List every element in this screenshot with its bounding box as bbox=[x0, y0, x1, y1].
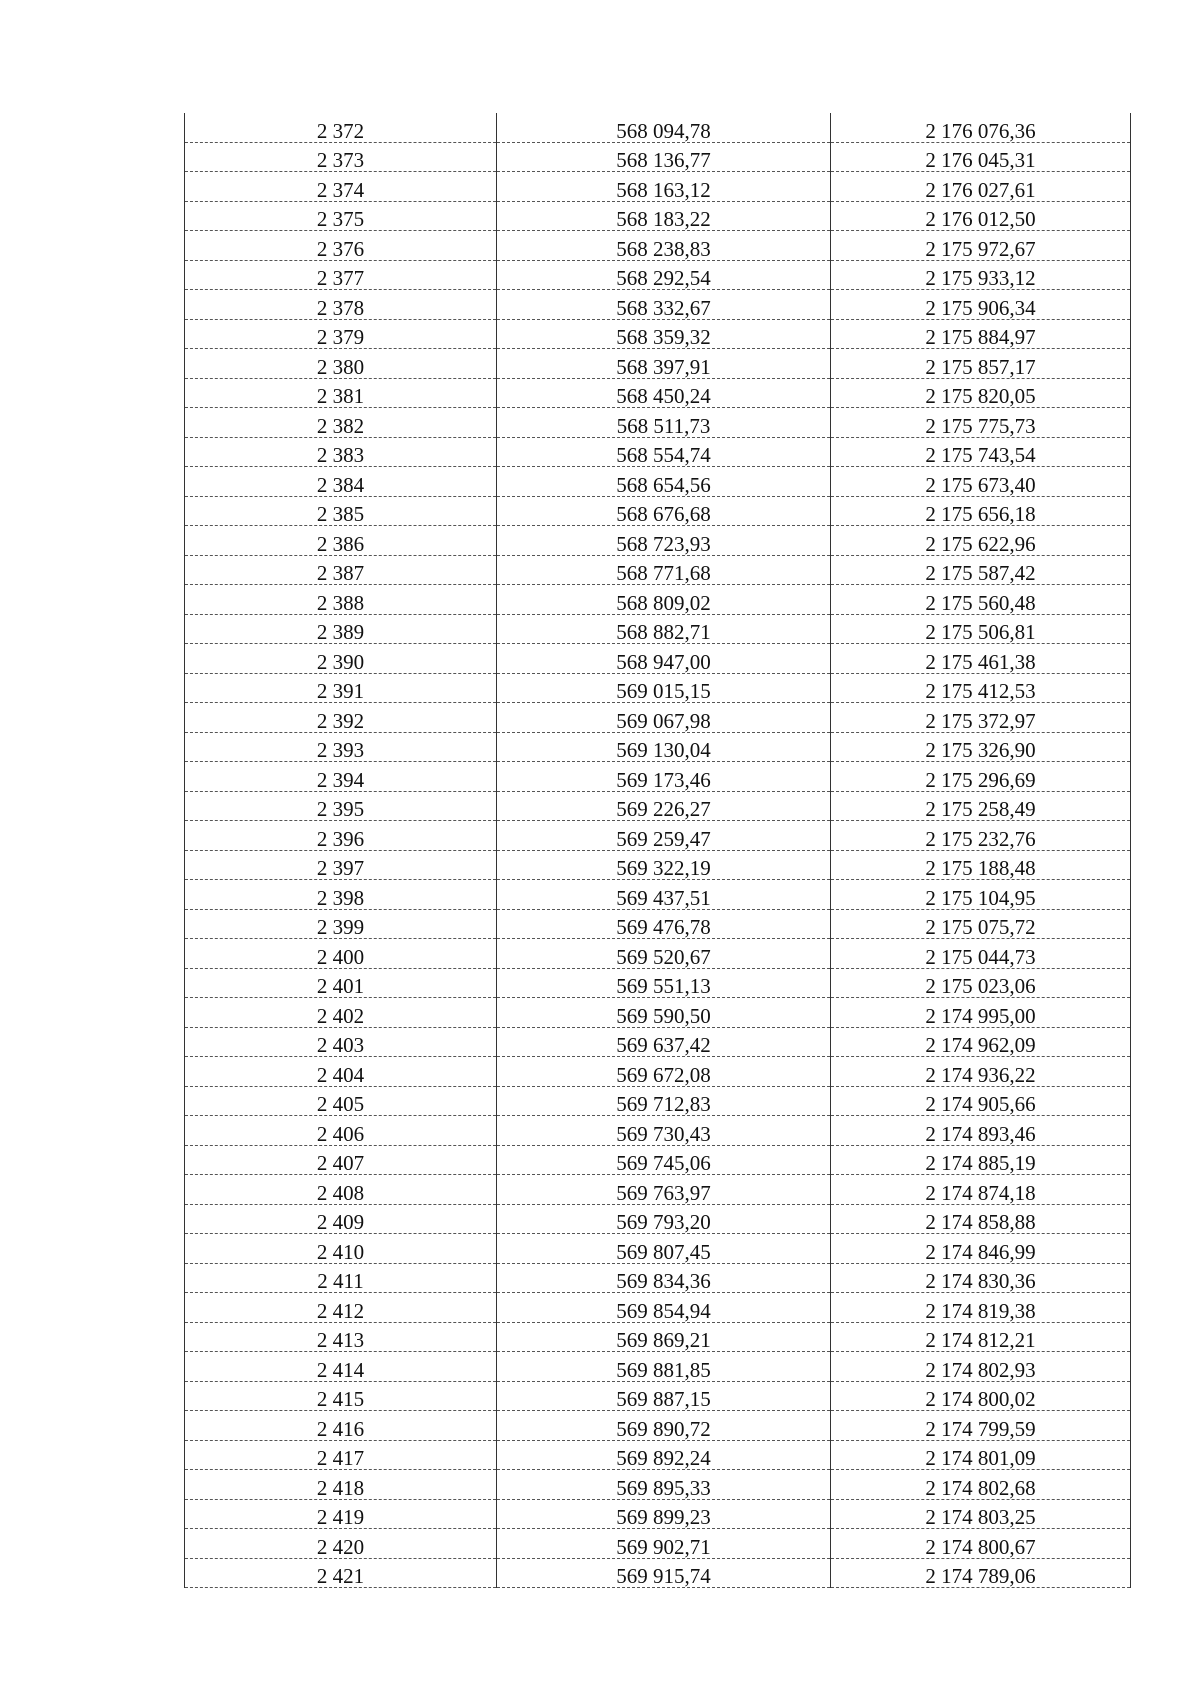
y-coordinate-cell: 2 175 857,17 bbox=[831, 349, 1131, 379]
point-number-cell: 2 385 bbox=[185, 496, 497, 526]
table-row bbox=[185, 378, 1131, 408]
point-number-cell: 2 373 bbox=[185, 142, 497, 172]
table-row bbox=[185, 1057, 1131, 1087]
point-number-cell: 2 397 bbox=[185, 850, 497, 880]
x-coordinate-cell: 569 226,27 bbox=[497, 791, 831, 821]
table-row bbox=[185, 201, 1131, 231]
point-number-cell: 2 378 bbox=[185, 290, 497, 320]
y-coordinate-cell: 2 175 933,12 bbox=[831, 260, 1131, 290]
x-coordinate-cell: 569 520,67 bbox=[497, 939, 831, 969]
y-coordinate-cell: 2 174 936,22 bbox=[831, 1057, 1131, 1087]
point-number-cell: 2 387 bbox=[185, 555, 497, 585]
table-row bbox=[185, 260, 1131, 290]
y-coordinate-cell: 2 174 858,88 bbox=[831, 1204, 1131, 1234]
y-coordinate-cell: 2 175 560,48 bbox=[831, 585, 1131, 615]
y-coordinate-cell: 2 174 799,59 bbox=[831, 1411, 1131, 1441]
y-coordinate-cell: 2 174 802,68 bbox=[831, 1470, 1131, 1500]
table-row bbox=[185, 791, 1131, 821]
point-number-cell: 2 407 bbox=[185, 1145, 497, 1175]
x-coordinate-cell: 569 173,46 bbox=[497, 762, 831, 792]
table-row bbox=[185, 1558, 1131, 1588]
point-number-cell: 2 421 bbox=[185, 1558, 497, 1588]
table-row bbox=[185, 526, 1131, 556]
point-number-cell: 2 392 bbox=[185, 703, 497, 733]
y-coordinate-cell: 2 174 846,99 bbox=[831, 1234, 1131, 1264]
y-coordinate-cell: 2 176 012,50 bbox=[831, 201, 1131, 231]
x-coordinate-cell: 569 259,47 bbox=[497, 821, 831, 851]
point-number-cell: 2 393 bbox=[185, 732, 497, 762]
y-coordinate-cell: 2 174 812,21 bbox=[831, 1322, 1131, 1352]
y-coordinate-cell: 2 175 412,53 bbox=[831, 673, 1131, 703]
y-coordinate-cell: 2 174 802,93 bbox=[831, 1352, 1131, 1382]
x-coordinate-cell: 568 654,56 bbox=[497, 467, 831, 497]
table-row bbox=[185, 555, 1131, 585]
y-coordinate-cell: 2 175 258,49 bbox=[831, 791, 1131, 821]
x-coordinate-cell: 568 359,32 bbox=[497, 319, 831, 349]
y-coordinate-cell: 2 174 962,09 bbox=[831, 1027, 1131, 1057]
y-coordinate-cell: 2 175 622,96 bbox=[831, 526, 1131, 556]
x-coordinate-cell: 569 890,72 bbox=[497, 1411, 831, 1441]
point-number-cell: 2 414 bbox=[185, 1352, 497, 1382]
x-coordinate-cell: 568 882,71 bbox=[497, 614, 831, 644]
x-coordinate-cell: 569 476,78 bbox=[497, 909, 831, 939]
table-row bbox=[185, 1322, 1131, 1352]
y-coordinate-cell: 2 175 075,72 bbox=[831, 909, 1131, 939]
x-coordinate-cell: 569 637,42 bbox=[497, 1027, 831, 1057]
x-coordinate-cell: 569 067,98 bbox=[497, 703, 831, 733]
point-number-cell: 2 416 bbox=[185, 1411, 497, 1441]
table-row bbox=[185, 968, 1131, 998]
point-number-cell: 2 410 bbox=[185, 1234, 497, 1264]
y-coordinate-cell: 2 174 789,06 bbox=[831, 1558, 1131, 1588]
x-coordinate-cell: 568 163,12 bbox=[497, 172, 831, 202]
x-coordinate-cell: 569 834,36 bbox=[497, 1263, 831, 1293]
point-number-cell: 2 377 bbox=[185, 260, 497, 290]
y-coordinate-cell: 2 175 673,40 bbox=[831, 467, 1131, 497]
table-row bbox=[185, 673, 1131, 703]
y-coordinate-cell: 2 174 803,25 bbox=[831, 1499, 1131, 1529]
y-coordinate-cell: 2 174 800,67 bbox=[831, 1529, 1131, 1559]
x-coordinate-cell: 568 947,00 bbox=[497, 644, 831, 674]
x-coordinate-cell: 568 332,67 bbox=[497, 290, 831, 320]
table-row bbox=[185, 290, 1131, 320]
x-coordinate-cell: 569 437,51 bbox=[497, 880, 831, 910]
x-coordinate-cell: 568 723,93 bbox=[497, 526, 831, 556]
table-row bbox=[185, 850, 1131, 880]
table-row bbox=[185, 1470, 1131, 1500]
x-coordinate-cell: 568 554,74 bbox=[497, 437, 831, 467]
point-number-cell: 2 380 bbox=[185, 349, 497, 379]
point-number-cell: 2 417 bbox=[185, 1440, 497, 1470]
table-row bbox=[185, 1499, 1131, 1529]
point-number-cell: 2 420 bbox=[185, 1529, 497, 1559]
x-coordinate-cell: 569 881,85 bbox=[497, 1352, 831, 1382]
x-coordinate-cell: 569 892,24 bbox=[497, 1440, 831, 1470]
table-row bbox=[185, 231, 1131, 261]
x-coordinate-cell: 568 511,73 bbox=[497, 408, 831, 438]
x-coordinate-cell: 569 854,94 bbox=[497, 1293, 831, 1323]
point-number-cell: 2 372 bbox=[185, 113, 497, 142]
y-coordinate-cell: 2 174 819,38 bbox=[831, 1293, 1131, 1323]
point-number-cell: 2 409 bbox=[185, 1204, 497, 1234]
y-coordinate-cell: 2 176 027,61 bbox=[831, 172, 1131, 202]
table-row bbox=[185, 909, 1131, 939]
x-coordinate-cell: 569 730,43 bbox=[497, 1116, 831, 1146]
y-coordinate-cell: 2 175 506,81 bbox=[831, 614, 1131, 644]
table-row bbox=[185, 1027, 1131, 1057]
x-coordinate-cell: 569 590,50 bbox=[497, 998, 831, 1028]
table-row bbox=[185, 1411, 1131, 1441]
y-coordinate-cell: 2 174 830,36 bbox=[831, 1263, 1131, 1293]
y-coordinate-cell: 2 175 656,18 bbox=[831, 496, 1131, 526]
point-number-cell: 2 389 bbox=[185, 614, 497, 644]
x-coordinate-cell: 569 793,20 bbox=[497, 1204, 831, 1234]
point-number-cell: 2 398 bbox=[185, 880, 497, 910]
table-row bbox=[185, 1529, 1131, 1559]
y-coordinate-cell: 2 175 587,42 bbox=[831, 555, 1131, 585]
point-number-cell: 2 374 bbox=[185, 172, 497, 202]
x-coordinate-cell: 568 136,77 bbox=[497, 142, 831, 172]
x-coordinate-cell: 568 809,02 bbox=[497, 585, 831, 615]
point-number-cell: 2 382 bbox=[185, 408, 497, 438]
y-coordinate-cell: 2 174 885,19 bbox=[831, 1145, 1131, 1175]
y-coordinate-cell: 2 175 820,05 bbox=[831, 378, 1131, 408]
point-number-cell: 2 411 bbox=[185, 1263, 497, 1293]
y-coordinate-cell: 2 175 104,95 bbox=[831, 880, 1131, 910]
table-row bbox=[185, 1234, 1131, 1264]
table-row bbox=[185, 496, 1131, 526]
point-number-cell: 2 386 bbox=[185, 526, 497, 556]
table-row bbox=[185, 408, 1131, 438]
coordinates-table-body bbox=[185, 113, 1131, 1588]
y-coordinate-cell: 2 174 905,66 bbox=[831, 1086, 1131, 1116]
point-number-cell: 2 399 bbox=[185, 909, 497, 939]
y-coordinate-cell: 2 175 972,67 bbox=[831, 231, 1131, 261]
y-coordinate-cell: 2 174 874,18 bbox=[831, 1175, 1131, 1205]
y-coordinate-cell: 2 175 743,54 bbox=[831, 437, 1131, 467]
table-row bbox=[185, 1145, 1131, 1175]
x-coordinate-cell: 569 899,23 bbox=[497, 1499, 831, 1529]
y-coordinate-cell: 2 175 232,76 bbox=[831, 821, 1131, 851]
x-coordinate-cell: 568 238,83 bbox=[497, 231, 831, 261]
point-number-cell: 2 396 bbox=[185, 821, 497, 851]
x-coordinate-cell: 568 397,91 bbox=[497, 349, 831, 379]
x-coordinate-cell: 568 292,54 bbox=[497, 260, 831, 290]
point-number-cell: 2 402 bbox=[185, 998, 497, 1028]
y-coordinate-cell: 2 175 906,34 bbox=[831, 290, 1131, 320]
point-number-cell: 2 384 bbox=[185, 467, 497, 497]
x-coordinate-cell: 568 771,68 bbox=[497, 555, 831, 585]
table-row bbox=[185, 998, 1131, 1028]
x-coordinate-cell: 569 672,08 bbox=[497, 1057, 831, 1087]
table-row bbox=[185, 732, 1131, 762]
table-row bbox=[185, 821, 1131, 851]
x-coordinate-cell: 569 322,19 bbox=[497, 850, 831, 880]
x-coordinate-cell: 569 551,13 bbox=[497, 968, 831, 998]
point-number-cell: 2 395 bbox=[185, 791, 497, 821]
point-number-cell: 2 388 bbox=[185, 585, 497, 615]
point-number-cell: 2 406 bbox=[185, 1116, 497, 1146]
table-row bbox=[185, 644, 1131, 674]
y-coordinate-cell: 2 175 296,69 bbox=[831, 762, 1131, 792]
table-row bbox=[185, 1293, 1131, 1323]
y-coordinate-cell: 2 175 461,38 bbox=[831, 644, 1131, 674]
y-coordinate-cell: 2 174 800,02 bbox=[831, 1381, 1131, 1411]
table-row bbox=[185, 1440, 1131, 1470]
x-coordinate-cell: 569 015,15 bbox=[497, 673, 831, 703]
y-coordinate-cell: 2 176 045,31 bbox=[831, 142, 1131, 172]
point-number-cell: 2 376 bbox=[185, 231, 497, 261]
x-coordinate-cell: 569 745,06 bbox=[497, 1145, 831, 1175]
y-coordinate-cell: 2 175 372,97 bbox=[831, 703, 1131, 733]
y-coordinate-cell: 2 174 995,00 bbox=[831, 998, 1131, 1028]
y-coordinate-cell: 2 174 893,46 bbox=[831, 1116, 1131, 1146]
point-number-cell: 2 383 bbox=[185, 437, 497, 467]
point-number-cell: 2 391 bbox=[185, 673, 497, 703]
coordinates-table bbox=[184, 113, 1131, 1588]
table-row bbox=[185, 614, 1131, 644]
table-row bbox=[185, 1204, 1131, 1234]
point-number-cell: 2 418 bbox=[185, 1470, 497, 1500]
point-number-cell: 2 412 bbox=[185, 1293, 497, 1323]
x-coordinate-cell: 569 763,97 bbox=[497, 1175, 831, 1205]
y-coordinate-cell: 2 174 801,09 bbox=[831, 1440, 1131, 1470]
table-row bbox=[185, 172, 1131, 202]
table-row bbox=[185, 703, 1131, 733]
x-coordinate-cell: 569 915,74 bbox=[497, 1558, 831, 1588]
point-number-cell: 2 408 bbox=[185, 1175, 497, 1205]
x-coordinate-cell: 569 712,83 bbox=[497, 1086, 831, 1116]
table-row bbox=[185, 939, 1131, 969]
y-coordinate-cell: 2 176 076,36 bbox=[831, 113, 1131, 142]
x-coordinate-cell: 568 450,24 bbox=[497, 378, 831, 408]
y-coordinate-cell: 2 175 326,90 bbox=[831, 732, 1131, 762]
point-number-cell: 2 401 bbox=[185, 968, 497, 998]
y-coordinate-cell: 2 175 023,06 bbox=[831, 968, 1131, 998]
x-coordinate-cell: 569 902,71 bbox=[497, 1529, 831, 1559]
table-row bbox=[185, 1263, 1131, 1293]
table-row bbox=[185, 319, 1131, 349]
table-row bbox=[185, 880, 1131, 910]
x-coordinate-cell: 569 130,04 bbox=[497, 732, 831, 762]
table-row bbox=[185, 1116, 1131, 1146]
point-number-cell: 2 400 bbox=[185, 939, 497, 969]
point-number-cell: 2 379 bbox=[185, 319, 497, 349]
x-coordinate-cell: 568 094,78 bbox=[497, 113, 831, 142]
x-coordinate-cell: 569 807,45 bbox=[497, 1234, 831, 1264]
point-number-cell: 2 405 bbox=[185, 1086, 497, 1116]
point-number-cell: 2 413 bbox=[185, 1322, 497, 1352]
x-coordinate-cell: 568 676,68 bbox=[497, 496, 831, 526]
x-coordinate-cell: 569 895,33 bbox=[497, 1470, 831, 1500]
table-row bbox=[185, 349, 1131, 379]
y-coordinate-cell: 2 175 044,73 bbox=[831, 939, 1131, 969]
table-row bbox=[185, 142, 1131, 172]
point-number-cell: 2 419 bbox=[185, 1499, 497, 1529]
table-row bbox=[185, 1086, 1131, 1116]
table-row bbox=[185, 585, 1131, 615]
x-coordinate-cell: 569 887,15 bbox=[497, 1381, 831, 1411]
point-number-cell: 2 381 bbox=[185, 378, 497, 408]
point-number-cell: 2 403 bbox=[185, 1027, 497, 1057]
y-coordinate-cell: 2 175 188,48 bbox=[831, 850, 1131, 880]
y-coordinate-cell: 2 175 775,73 bbox=[831, 408, 1131, 438]
x-coordinate-cell: 569 869,21 bbox=[497, 1322, 831, 1352]
table-row bbox=[185, 762, 1131, 792]
point-number-cell: 2 415 bbox=[185, 1381, 497, 1411]
table-row bbox=[185, 113, 1131, 142]
point-number-cell: 2 394 bbox=[185, 762, 497, 792]
table-row bbox=[185, 1175, 1131, 1205]
point-number-cell: 2 390 bbox=[185, 644, 497, 674]
table-row bbox=[185, 467, 1131, 497]
point-number-cell: 2 404 bbox=[185, 1057, 497, 1087]
table-row bbox=[185, 437, 1131, 467]
table-row bbox=[185, 1352, 1131, 1382]
table-row bbox=[185, 1381, 1131, 1411]
point-number-cell: 2 375 bbox=[185, 201, 497, 231]
y-coordinate-cell: 2 175 884,97 bbox=[831, 319, 1131, 349]
x-coordinate-cell: 568 183,22 bbox=[497, 201, 831, 231]
